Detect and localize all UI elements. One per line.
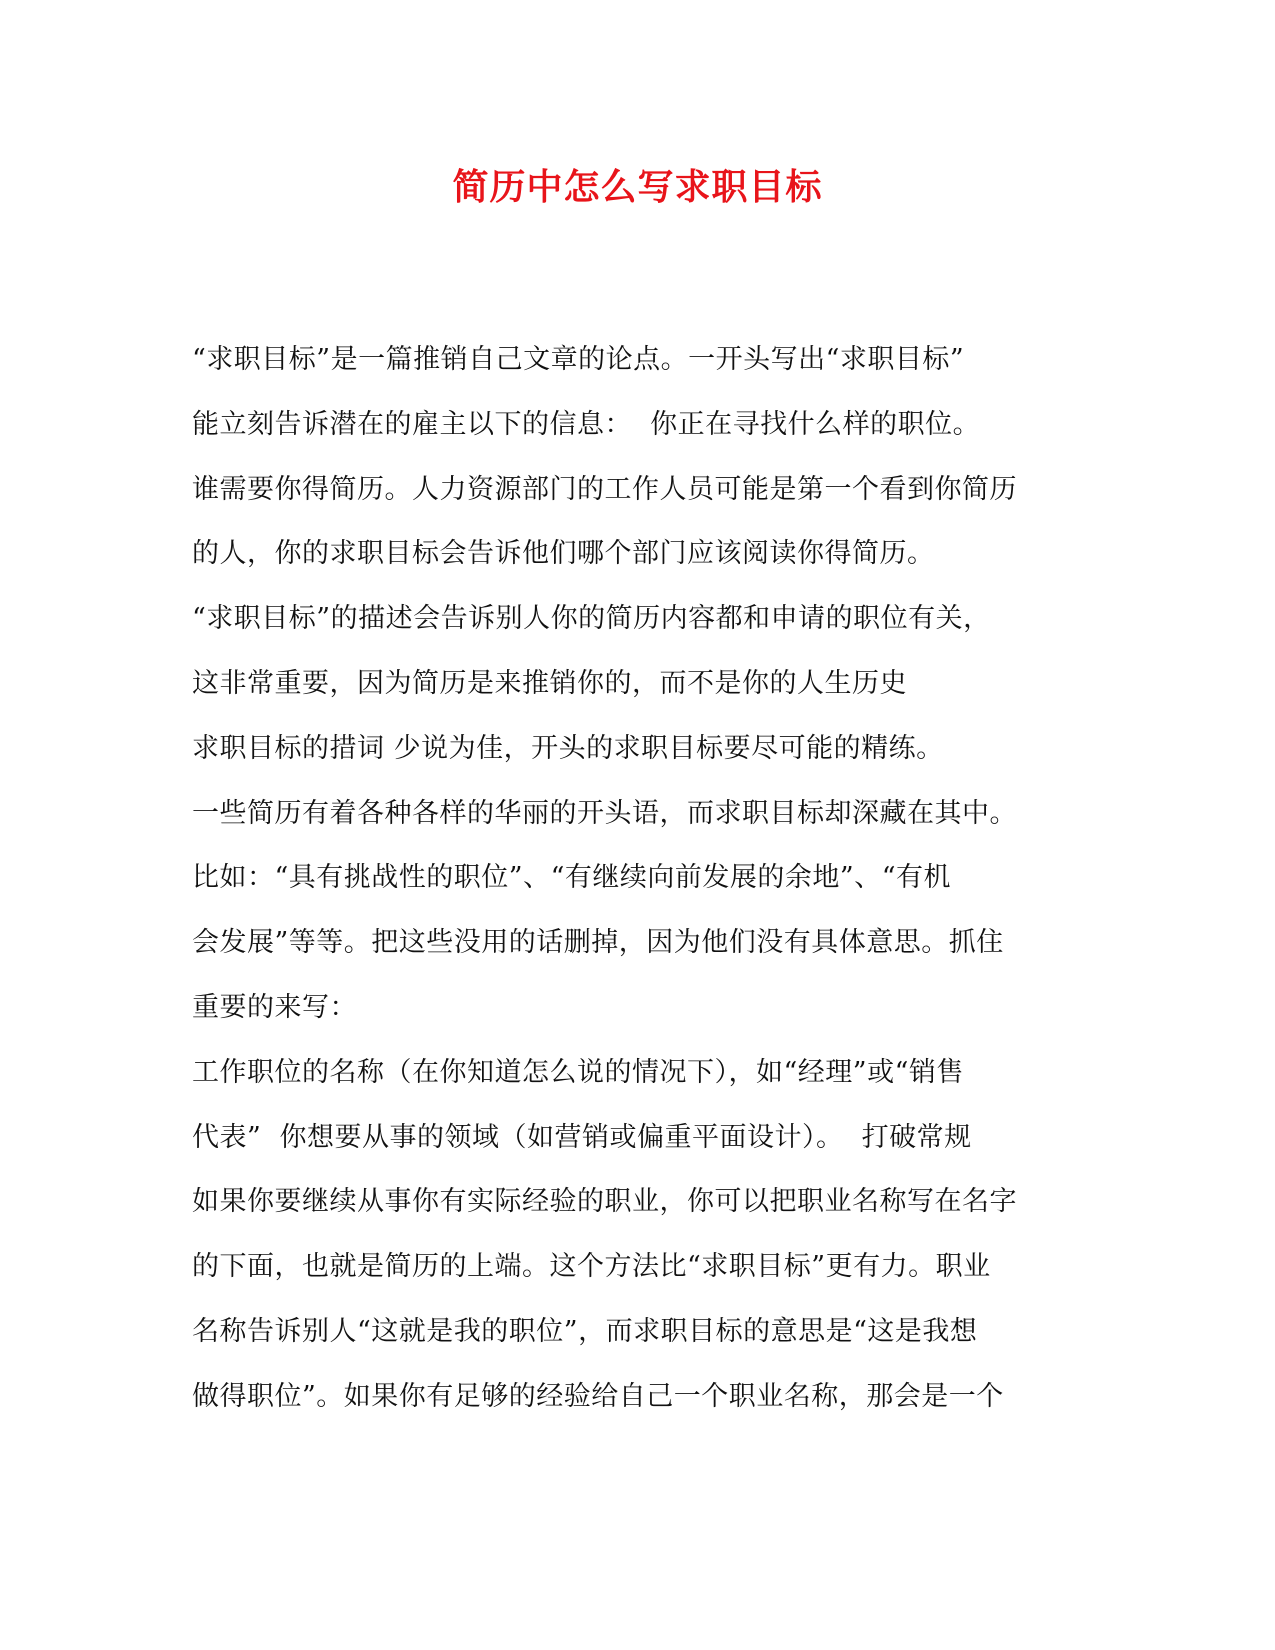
body-line: 做得职位”。如果你有足够的经验给自己一个职业名称，那会是一个 xyxy=(192,1380,1004,1412)
body-line: 一些简历有着各种各样的华丽的开头语，而求职目标却深藏在其中。 xyxy=(192,797,1017,829)
document-body xyxy=(192,342,1092,1444)
page-title: 简历中怎么写求职目标 xyxy=(452,166,823,208)
body-line: 会发展”等等。把这些没用的话删掉，因为他们没有具体意思。抓住 xyxy=(192,927,1004,959)
body-line: “求职目标”的描述会告诉别人你的简历内容都和申请的职位有关， xyxy=(192,603,991,635)
body-line: 的人，你的求职目标会告诉他们哪个部门应该阅读你得简历。 xyxy=(192,538,935,570)
body-line: 代表” 你想要从事的领域（如营销或偏重平面设计）。 打破常规 xyxy=(192,1121,972,1153)
body-line: 比如：“具有挑战性的职位”、“有继续向前发展的余地”、“有机 xyxy=(192,862,952,894)
body-line: 工作职位的名称（在你知道怎么说的情况下），如“经理”或“销售 xyxy=(192,1056,964,1088)
body-line: 如果你要继续从事你有实际经验的职业，你可以把职业名称写在名字 xyxy=(192,1186,1017,1218)
body-line: 谁需要你得简历。人力资源部门的工作人员可能是第一个看到你简历 xyxy=(192,473,1017,505)
body-line: 名称告诉别人“这就是我的职位”，而求职目标的意思是“这是我想 xyxy=(192,1315,978,1347)
body-line: 的下面，也就是简历的上端。这个方法比“求职目标”更有力。职业 xyxy=(192,1251,991,1283)
body-line: 求职目标的措词 少说为佳，开头的求职目标要尽可能的精练。 xyxy=(192,732,944,764)
body-line: “求职目标”是一篇推销自己文章的论点。一开头写出“求职目标” xyxy=(192,344,965,375)
body-line: 重要的来写： xyxy=(192,991,357,1023)
body-line: 这非常重要，因为简历是来推销你的，而不是你的人生历史 xyxy=(192,667,907,699)
body-line: 能立刻告诉潜在的雇主以下的信息： 你正在寻找什么样的职位。 xyxy=(192,408,981,440)
